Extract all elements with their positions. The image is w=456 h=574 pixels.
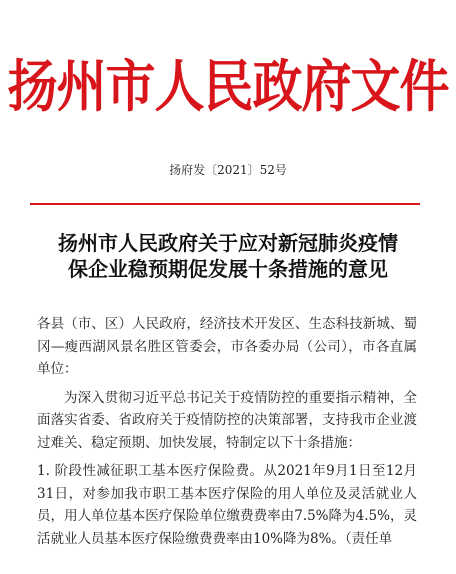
document-title	[0, 230, 456, 282]
red-divider	[30, 203, 420, 205]
title-line-2: 保企业稳预期促发展十条措施的意见	[68, 257, 388, 281]
document-body	[37, 313, 417, 550]
document-number: 扬府发〔2021〕52号	[169, 163, 287, 177]
addressee: 各县（市、区）人民政府，经济技术开发区、生态科技新城、蜀冈—瘦西湖风景名胜区管委会，市各委办局（公司），市各直属单位：	[37, 316, 417, 377]
issuer-masthead: 扬州市人民政府文件	[7, 53, 449, 120]
measure-1: 1. 阶段性减征职工基本医疗保险费。从2021年9月1日至12月31日，对参加我市职工基本医疗保险的用人单位及灵活就业人员，用人单位基本医疗保险单位缴费费率由7.5%降为4.5%，灵活就业人员基本医疗保险缴费费率由10%降为8%。（责任单	[37, 463, 417, 547]
title-line-1: 扬州市人民政府关于应对新冠肺炎疫情	[58, 231, 398, 255]
intro-paragraph: 为深入贯彻习近平总书记关于疫情防控的重要指示精神，全面落实省委、省政府关于疫情防控的决策部署，支持我市企业渡过难关、稳定预期、加快发展，特制定以下十条措施：	[37, 389, 417, 451]
